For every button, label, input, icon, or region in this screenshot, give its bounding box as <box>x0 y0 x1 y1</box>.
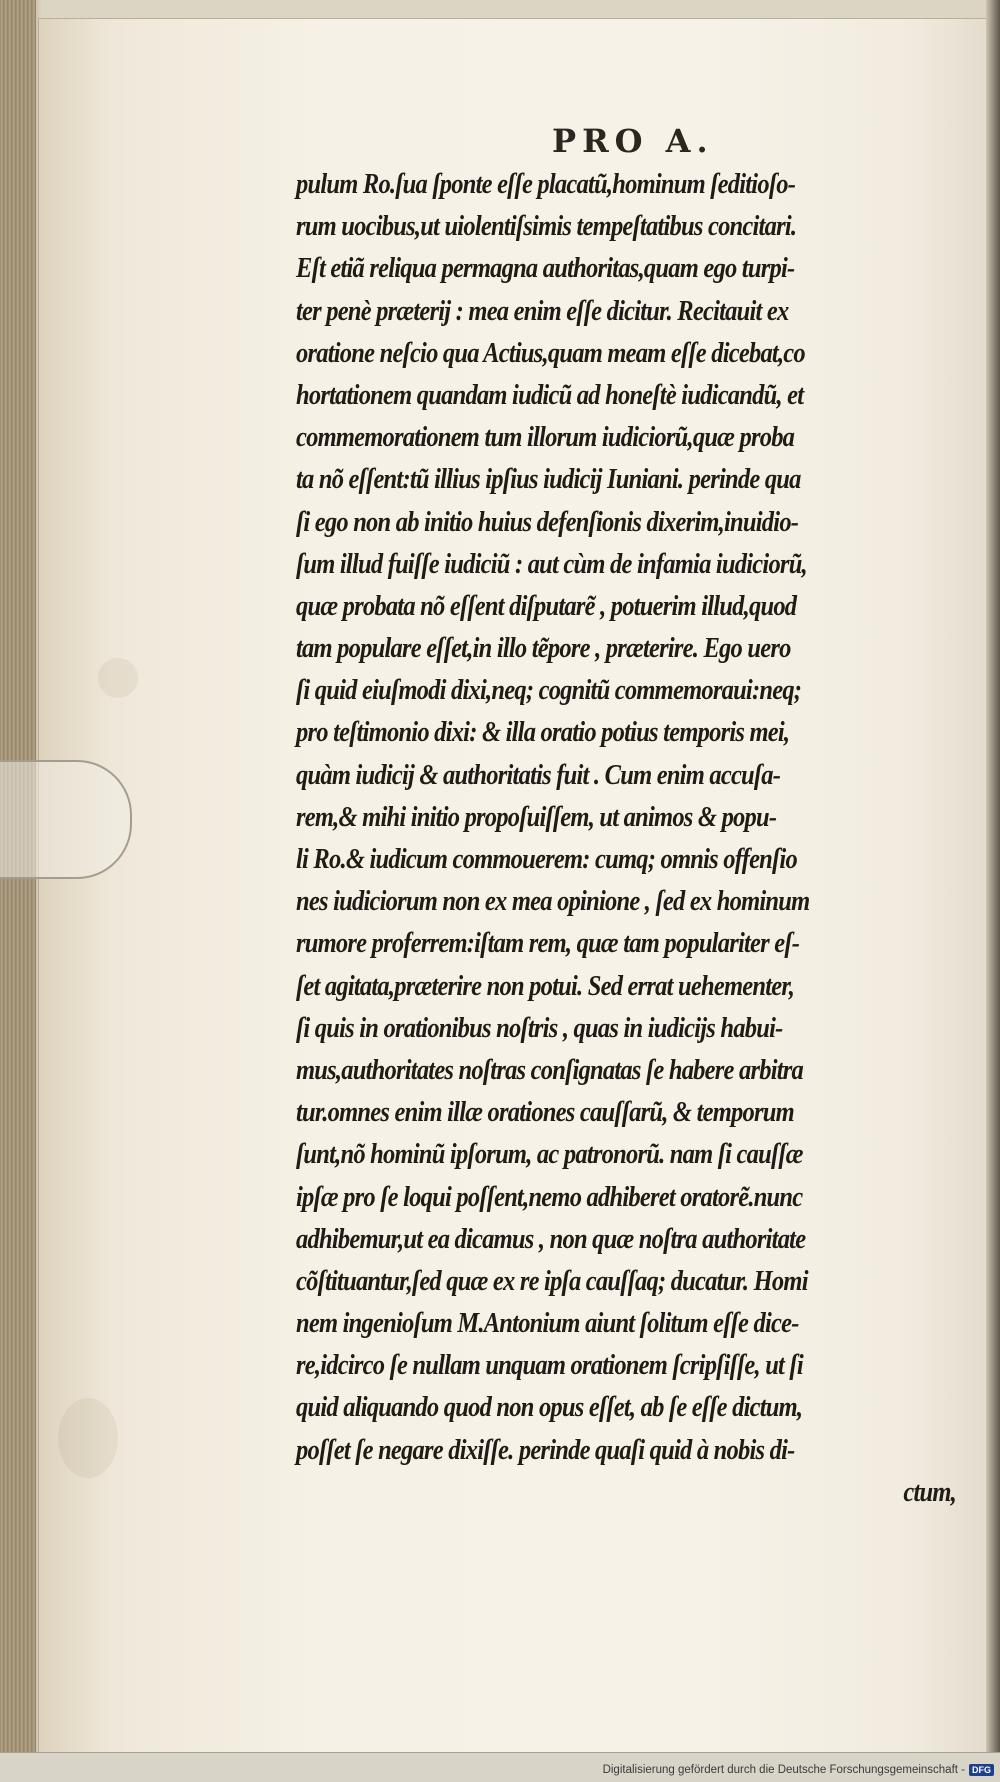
text-line: ſet agitata,præterire non potui. Sed errat uehementer, <box>296 970 795 1002</box>
text-line: rem,& mihi initio propoſuiſſem, ut animos & popu- <box>296 801 777 833</box>
text-block <box>296 164 956 1514</box>
text-line: cõſtituantur,ſed quæ ex re ipſa cauſſaq; ducatur. Homi <box>296 1265 808 1297</box>
text-line: ſum illud fuiſſe iudiciũ : aut cùm de infamia iudiciorũ, <box>296 548 807 580</box>
text-line: ipſæ pro ſe loqui poſſent,nemo adhiberet oratorẽ.nunc <box>296 1181 803 1213</box>
text-line: ſi quid eiuſmodi dixi,neq; cognitũ commemoraui:neq; <box>296 675 802 707</box>
credit-text: Digitalisierung gefördert durch die Deutsche Forschungsgemeinschaft - <box>602 1764 965 1776</box>
dfg-logo: DFG <box>969 1764 994 1776</box>
paper-stain <box>58 1398 118 1478</box>
text-line: adhibemur,ut ea dicamus , non quæ noſtra authoritate <box>296 1223 806 1255</box>
text-line: quid aliquando quod non opus eſſet, ab ſe eſſe dictum, <box>296 1392 803 1424</box>
text-line: ta nõ eſſent:tũ illius ipſius iudicij Iuniani. perinde qua <box>296 464 801 496</box>
text-line: quæ probata nõ eſſent diſputarẽ , potuerim illud,quod <box>296 590 797 622</box>
text-line: pulum Ro.ſua ſponte eſſe placatũ,hominum ſeditioſo- <box>296 169 796 200</box>
text-line: hortationem quandam iudicũ ad honeſtè iudicandũ, et <box>296 379 804 411</box>
running-title: PRO A. <box>552 122 714 160</box>
text-line: nes iudiciorum non ex mea opinione , ſed ex hominum <box>296 886 810 918</box>
text-line: pro teſtimonio dixi: & illa oratio potius temporis mei, <box>296 717 790 749</box>
text-line: mus,authoritates noſtras conſignatas ſe habere arbitra <box>296 1054 804 1086</box>
text-line: rum uocibus,ut uiolentiſsimis tempeſtatibus concitari. <box>296 211 797 243</box>
text-line: rumore proferrem:iſtam rem, quæ tam populariter eſ- <box>296 928 800 960</box>
page-stack-edge <box>0 0 36 1760</box>
text-line: quàm iudicij & authoritatis fuit . Cum enim accuſa- <box>296 759 781 791</box>
text-line: tam populare eſſet,in illo tẽpore , præterire. Ego uero <box>296 633 791 665</box>
text-line: ſunt,nõ hominũ ipſorum, ac patronorũ. nam ſi cauſſæ <box>296 1139 803 1171</box>
text-line: ter penè præterij : mea enim eſſe dicitur. Recitauit ex <box>296 295 789 327</box>
text-line: ſi ego non ab initio huius defenſionis dixerim,inuidio- <box>296 506 799 538</box>
catchword: ctum, <box>903 1476 956 1508</box>
text-line: li Ro.& iudicum commouerem: cumq; omnis offenſio <box>296 844 797 875</box>
text-line: tur.omnes enim illæ orationes cauſſarũ, & temporum <box>296 1097 794 1129</box>
paper-stain <box>98 658 138 698</box>
text-line: oratione neſcio qua Actius,quam meam eſſe dicebat,co <box>296 337 805 369</box>
digitization-credit <box>603 1764 994 1776</box>
text-line: ſi quis in orationibus noſtris , quas in iudicijs habui- <box>296 1012 783 1044</box>
text-line: poſſet ſe negare dixiſſe. perinde quaſi quid à nobis di- <box>296 1434 795 1466</box>
page-edge-right <box>986 0 1000 1782</box>
text-line: commemorationem tum illorum iudiciorũ,quæ proba <box>296 422 795 454</box>
text-line: Eſt etiã reliqua permagna authoritas,quam ego turpi- <box>296 253 795 285</box>
text-line: nem ingenioſum M.Antonium aiunt ſolitum eſſe dice- <box>296 1308 799 1340</box>
text-line: re,idcirco ſe nullam unquam orationem ſcripſiſſe, ut ſi <box>296 1350 803 1382</box>
clip-shadow <box>0 760 132 879</box>
